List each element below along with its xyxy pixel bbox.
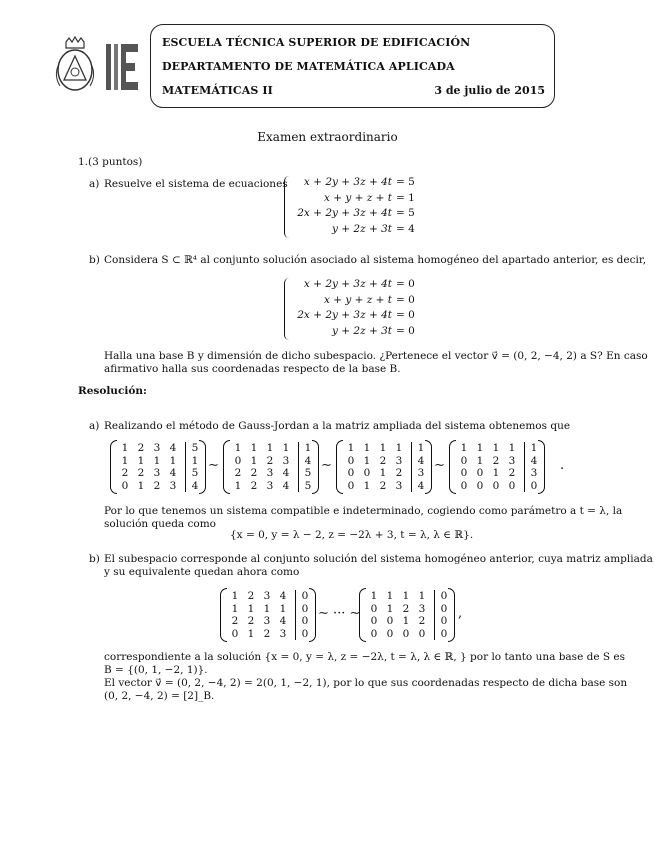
left-paren: [336, 440, 343, 494]
resolution-b-text-line1: El subespacio corresponde al conjunto solución del sistema homogéneo anterior, cuya matriz ampliada: [104, 553, 653, 565]
matrix-cell: 3: [530, 467, 538, 479]
resolution-a-text: Realizando el método de Gauss-Jordan a la matriz ampliada del sistema obtenemos que: [104, 420, 571, 432]
matrix-cell: 4: [282, 467, 290, 479]
resolution-b-label: b): [89, 553, 100, 565]
problem-number: 1.(3 puntos): [78, 156, 143, 168]
matrix-cell: 4: [417, 454, 425, 467]
matrix-cell: 4: [530, 454, 538, 467]
university-crest-icon: [52, 36, 98, 96]
matrix-cell: 0: [370, 602, 378, 615]
matrix-cell: 1: [508, 442, 516, 454]
course-name: MATEMÁTICAS II: [162, 84, 273, 97]
matrix-cell: 3: [153, 467, 161, 479]
matrix-cell: 0: [301, 602, 309, 615]
equation-lhs: y + 2z + 3t: [332, 324, 392, 337]
matrix-cell: 1: [153, 454, 161, 467]
matrix-cell: 1: [279, 602, 287, 615]
resolution-a-conclusion-line1: Por lo que tenemos un sistema compatible e indeterminado, cogiendo como parámetro a t = λ, la: [104, 505, 623, 517]
matrix-cell: 1: [402, 615, 410, 627]
matrix-cell: 0: [440, 615, 448, 627]
matrix-cell: 1: [402, 590, 410, 602]
matrix-cell: 3: [282, 454, 290, 467]
matrix-cell: 5: [191, 442, 199, 454]
matrix-cell: 2: [153, 479, 161, 492]
matrix-cell: 0: [440, 602, 448, 615]
matrix-cell: 2: [395, 467, 403, 479]
matrix-cell: 1: [121, 454, 129, 467]
equation-lhs: 2x + 2y + 3z + 4t: [297, 207, 392, 219]
matrix-cell: 5: [304, 479, 312, 492]
equation-rhs: = 0: [396, 293, 415, 306]
matrix-cell: 0: [492, 479, 500, 492]
equation-rhs: = 5: [396, 176, 415, 188]
matrix-cell: 1: [247, 627, 255, 640]
equation-system-b: [284, 278, 424, 342]
augment-bar: [185, 442, 186, 492]
matrix-cell: 1: [417, 442, 425, 454]
equation-rhs: = 0: [396, 278, 415, 290]
matrix-cell: 4: [417, 479, 425, 492]
matrix-cell: 1: [476, 442, 484, 454]
matrix-cell: 2: [379, 454, 387, 467]
matrix-cell: 4: [191, 479, 199, 492]
resolution-b-conclusion-line1: correspondiente a la solución {x = 0, y = λ, z = −2λ, t = λ, λ ∈ ℝ, } por lo tanto una base de S es: [104, 651, 626, 663]
matrix-cell: 1: [460, 442, 468, 454]
matrix-cell: 1: [191, 454, 199, 467]
matrix-cell: 0: [386, 627, 394, 640]
left-paren: [220, 588, 227, 642]
matrix-cell: 1: [231, 590, 239, 602]
matrix-cell: 0: [347, 454, 355, 467]
resolution-b-conclusion-line4: (0, 2, −4, 2) = [2]_B.: [104, 690, 215, 702]
resolution-a-conclusion-line2: solución queda como: [104, 518, 216, 530]
part-b-question-line1: Halla una base B y dimensión de dicho subespacio. ¿Pertenece el vector v⃗ = (0, 2, −4, 2) a S? En caso: [104, 350, 648, 362]
equation-lhs: 2x + 2y + 3z + 4t: [297, 309, 392, 321]
equation-rhs: = 1: [396, 191, 415, 204]
matrix-cell: 1: [247, 602, 255, 615]
matrix-cell: 0: [530, 479, 538, 492]
equation-rhs: = 4: [396, 222, 415, 235]
resolution-b-conclusion-line2: B = {(0, 1, −2, 1)}.: [104, 664, 208, 676]
equivalence-symbol: ∼: [434, 458, 445, 473]
homogeneous-matrices: [220, 588, 470, 642]
matrix-cell: 0: [418, 627, 426, 640]
matrix-cell: 3: [263, 615, 271, 627]
matrix-cell: 2: [121, 467, 129, 479]
resolution-heading: Resolución:: [78, 385, 147, 397]
augmented-matrix: [110, 440, 206, 494]
matrix-cell: 1: [363, 454, 371, 467]
matrix-cell: 2: [492, 454, 500, 467]
part-a-label: a): [89, 178, 100, 190]
matrix-cell: 1: [347, 442, 355, 454]
left-paren: [223, 440, 230, 494]
part-b-question-line2: afirmativo halla sus coordenadas respecto de la base B.: [104, 363, 401, 375]
matrix-cell: 3: [279, 627, 287, 640]
matrix-cell: 1: [169, 454, 177, 467]
matrix-cell: 1: [395, 442, 403, 454]
matrix-cell: 3: [395, 479, 403, 492]
equation-lhs: x + y + z + t: [323, 293, 392, 306]
equation-rhs: = 5: [396, 207, 415, 219]
matrix-cell: 0: [402, 627, 410, 640]
matrix-cell: 1: [304, 442, 312, 454]
matrix-cell: 1: [492, 467, 500, 479]
augment-bar: [411, 442, 412, 492]
equation-rhs: = 0: [396, 309, 415, 321]
matrix-cell: 1: [234, 479, 242, 492]
matrix-cell: 0: [231, 627, 239, 640]
matrix-cell: 0: [386, 615, 394, 627]
matrix-cell: 0: [508, 479, 516, 492]
matrix-cell: 2: [231, 615, 239, 627]
part-b-label: b): [89, 254, 100, 266]
equation-lhs: y + 2z + 3t: [332, 222, 392, 235]
resolution-a-solution: {x = 0, y = λ − 2, z = −2λ + 3, t = λ, λ ∈ ℝ}.: [230, 529, 474, 541]
matrix-cell: 3: [418, 602, 426, 615]
matrix-cell: 2: [137, 467, 145, 479]
matrix-cell: 1: [263, 602, 271, 615]
matrix-cell: 1: [234, 442, 242, 454]
matrix-cell: 1: [231, 602, 239, 615]
matrix-cell: 2: [263, 627, 271, 640]
matrix-cell: 0: [301, 590, 309, 602]
gauss-jordan-matrices: [110, 440, 565, 494]
part-b-text: Considera S ⊂ ℝ⁴ al conjunto solución asociado al sistema homogéneo del apartado anterior, es decir,: [104, 254, 647, 266]
matrix-cell: 4: [279, 615, 287, 627]
matrix-cell: 1: [492, 442, 500, 454]
matrix-cell: 1: [137, 479, 145, 492]
matrix-cell: 3: [417, 467, 425, 479]
matrix-cell: 0: [440, 627, 448, 640]
left-paren: [110, 440, 117, 494]
matrix-cell: 2: [247, 615, 255, 627]
matrix-cell: 3: [266, 479, 274, 492]
augmented-matrix: [359, 588, 455, 642]
matrix-cell: 0: [476, 467, 484, 479]
school-name: ESCUELA TÉCNICA SUPERIOR DE EDIFICACIÓN: [162, 36, 471, 49]
matrix-cell: 1: [250, 454, 258, 467]
matrix-cell: 5: [191, 467, 199, 479]
equation-system-a: [284, 176, 424, 240]
matrix-cell: 3: [508, 454, 516, 467]
augmented-matrix: [220, 588, 316, 642]
matrix-cell: 1: [363, 442, 371, 454]
equivalence-symbol: ∼: [208, 458, 219, 473]
resolution-b-text-line2: y su equivalente quedan ahora como: [104, 566, 300, 578]
matrix-cell: 1: [266, 442, 274, 454]
matrix-cell: 2: [402, 602, 410, 615]
matrix-cell: 0: [460, 467, 468, 479]
matrix-cell: 0: [363, 467, 371, 479]
augmented-matrix: [336, 440, 432, 494]
matrix-cell: 2: [266, 454, 274, 467]
matrix-cell: 1: [137, 454, 145, 467]
augment-bar: [298, 442, 299, 492]
end-period: .: [560, 458, 565, 473]
augment-bar: [434, 590, 435, 640]
department-name: DEPARTAMENTO DE MATEMÁTICA APLICADA: [162, 60, 455, 73]
matrix-cell: 0: [370, 627, 378, 640]
matrix-cell: 0: [347, 479, 355, 492]
matrix-cell: 0: [301, 627, 309, 640]
matrix-cell: 0: [347, 467, 355, 479]
matrix-cell: 2: [234, 467, 242, 479]
augmented-matrix: [223, 440, 319, 494]
matrix-cell: 0: [460, 479, 468, 492]
matrix-cell: 1: [282, 442, 290, 454]
augment-bar: [524, 442, 525, 492]
equation-lhs: x + 2y + 3z + 4t: [303, 278, 392, 290]
system-brace: [284, 176, 290, 238]
matrix-cell: 0: [460, 454, 468, 467]
augment-bar: [295, 590, 296, 640]
equation-rhs: = 0: [396, 324, 415, 337]
matrix-cell: 2: [247, 590, 255, 602]
matrix-cell: 3: [266, 467, 274, 479]
left-paren: [449, 440, 456, 494]
equivalence-dots: ∼ ··· ∼: [318, 606, 361, 621]
left-paren: [359, 588, 366, 642]
matrix-cell: 1: [370, 590, 378, 602]
matrix-cell: 1: [386, 602, 394, 615]
system-brace: [284, 278, 290, 340]
end-comma: ,: [458, 606, 463, 621]
exam-date: 3 de julio de 2015: [434, 84, 545, 97]
school-logo-icon: [104, 42, 142, 92]
equivalence-symbol: ∼: [321, 458, 332, 473]
matrix-cell: 2: [418, 615, 426, 627]
matrix-cell: 4: [304, 454, 312, 467]
matrix-cell: 1: [363, 479, 371, 492]
matrix-cell: 1: [250, 442, 258, 454]
resolution-a-label: a): [89, 420, 100, 432]
matrix-cell: 2: [379, 479, 387, 492]
part-a-text: Resuelve el sistema de ecuaciones: [104, 178, 288, 190]
matrix-cell: 4: [282, 479, 290, 492]
matrix-cell: 3: [153, 442, 161, 454]
matrix-cell: 2: [250, 467, 258, 479]
matrix-cell: 0: [370, 615, 378, 627]
matrix-cell: 1: [530, 442, 538, 454]
augmented-matrix: [449, 440, 545, 494]
matrix-cell: 0: [301, 615, 309, 627]
matrix-cell: 3: [169, 479, 177, 492]
matrix-cell: 1: [379, 442, 387, 454]
exam-title: Examen extraordinario: [257, 130, 398, 144]
matrix-cell: 2: [250, 479, 258, 492]
matrix-cell: 4: [279, 590, 287, 602]
matrix-cell: 4: [169, 467, 177, 479]
matrix-cell: 0: [234, 454, 242, 467]
equation-lhs: x + 2y + 3z + 4t: [303, 176, 392, 188]
matrix-cell: 4: [169, 442, 177, 454]
matrix-cell: 2: [137, 442, 145, 454]
resolution-b-conclusion-line3: El vector v⃗ = (0, 2, −4, 2) = 2(0, 1, −2, 1), por lo que sus coordenadas respecto de dicha base son: [104, 677, 628, 689]
matrix-cell: 5: [304, 467, 312, 479]
matrix-cell: 1: [476, 454, 484, 467]
matrix-cell: 2: [508, 467, 516, 479]
matrix-cell: 1: [379, 467, 387, 479]
matrix-cell: 3: [395, 454, 403, 467]
equation-lhs: x + y + z + t: [323, 191, 392, 204]
matrix-cell: 1: [121, 442, 129, 454]
matrix-cell: 0: [476, 479, 484, 492]
matrix-cell: 0: [440, 590, 448, 602]
matrix-cell: 1: [386, 590, 394, 602]
matrix-cell: 3: [263, 590, 271, 602]
matrix-cell: 0: [121, 479, 129, 492]
matrix-cell: 1: [418, 590, 426, 602]
